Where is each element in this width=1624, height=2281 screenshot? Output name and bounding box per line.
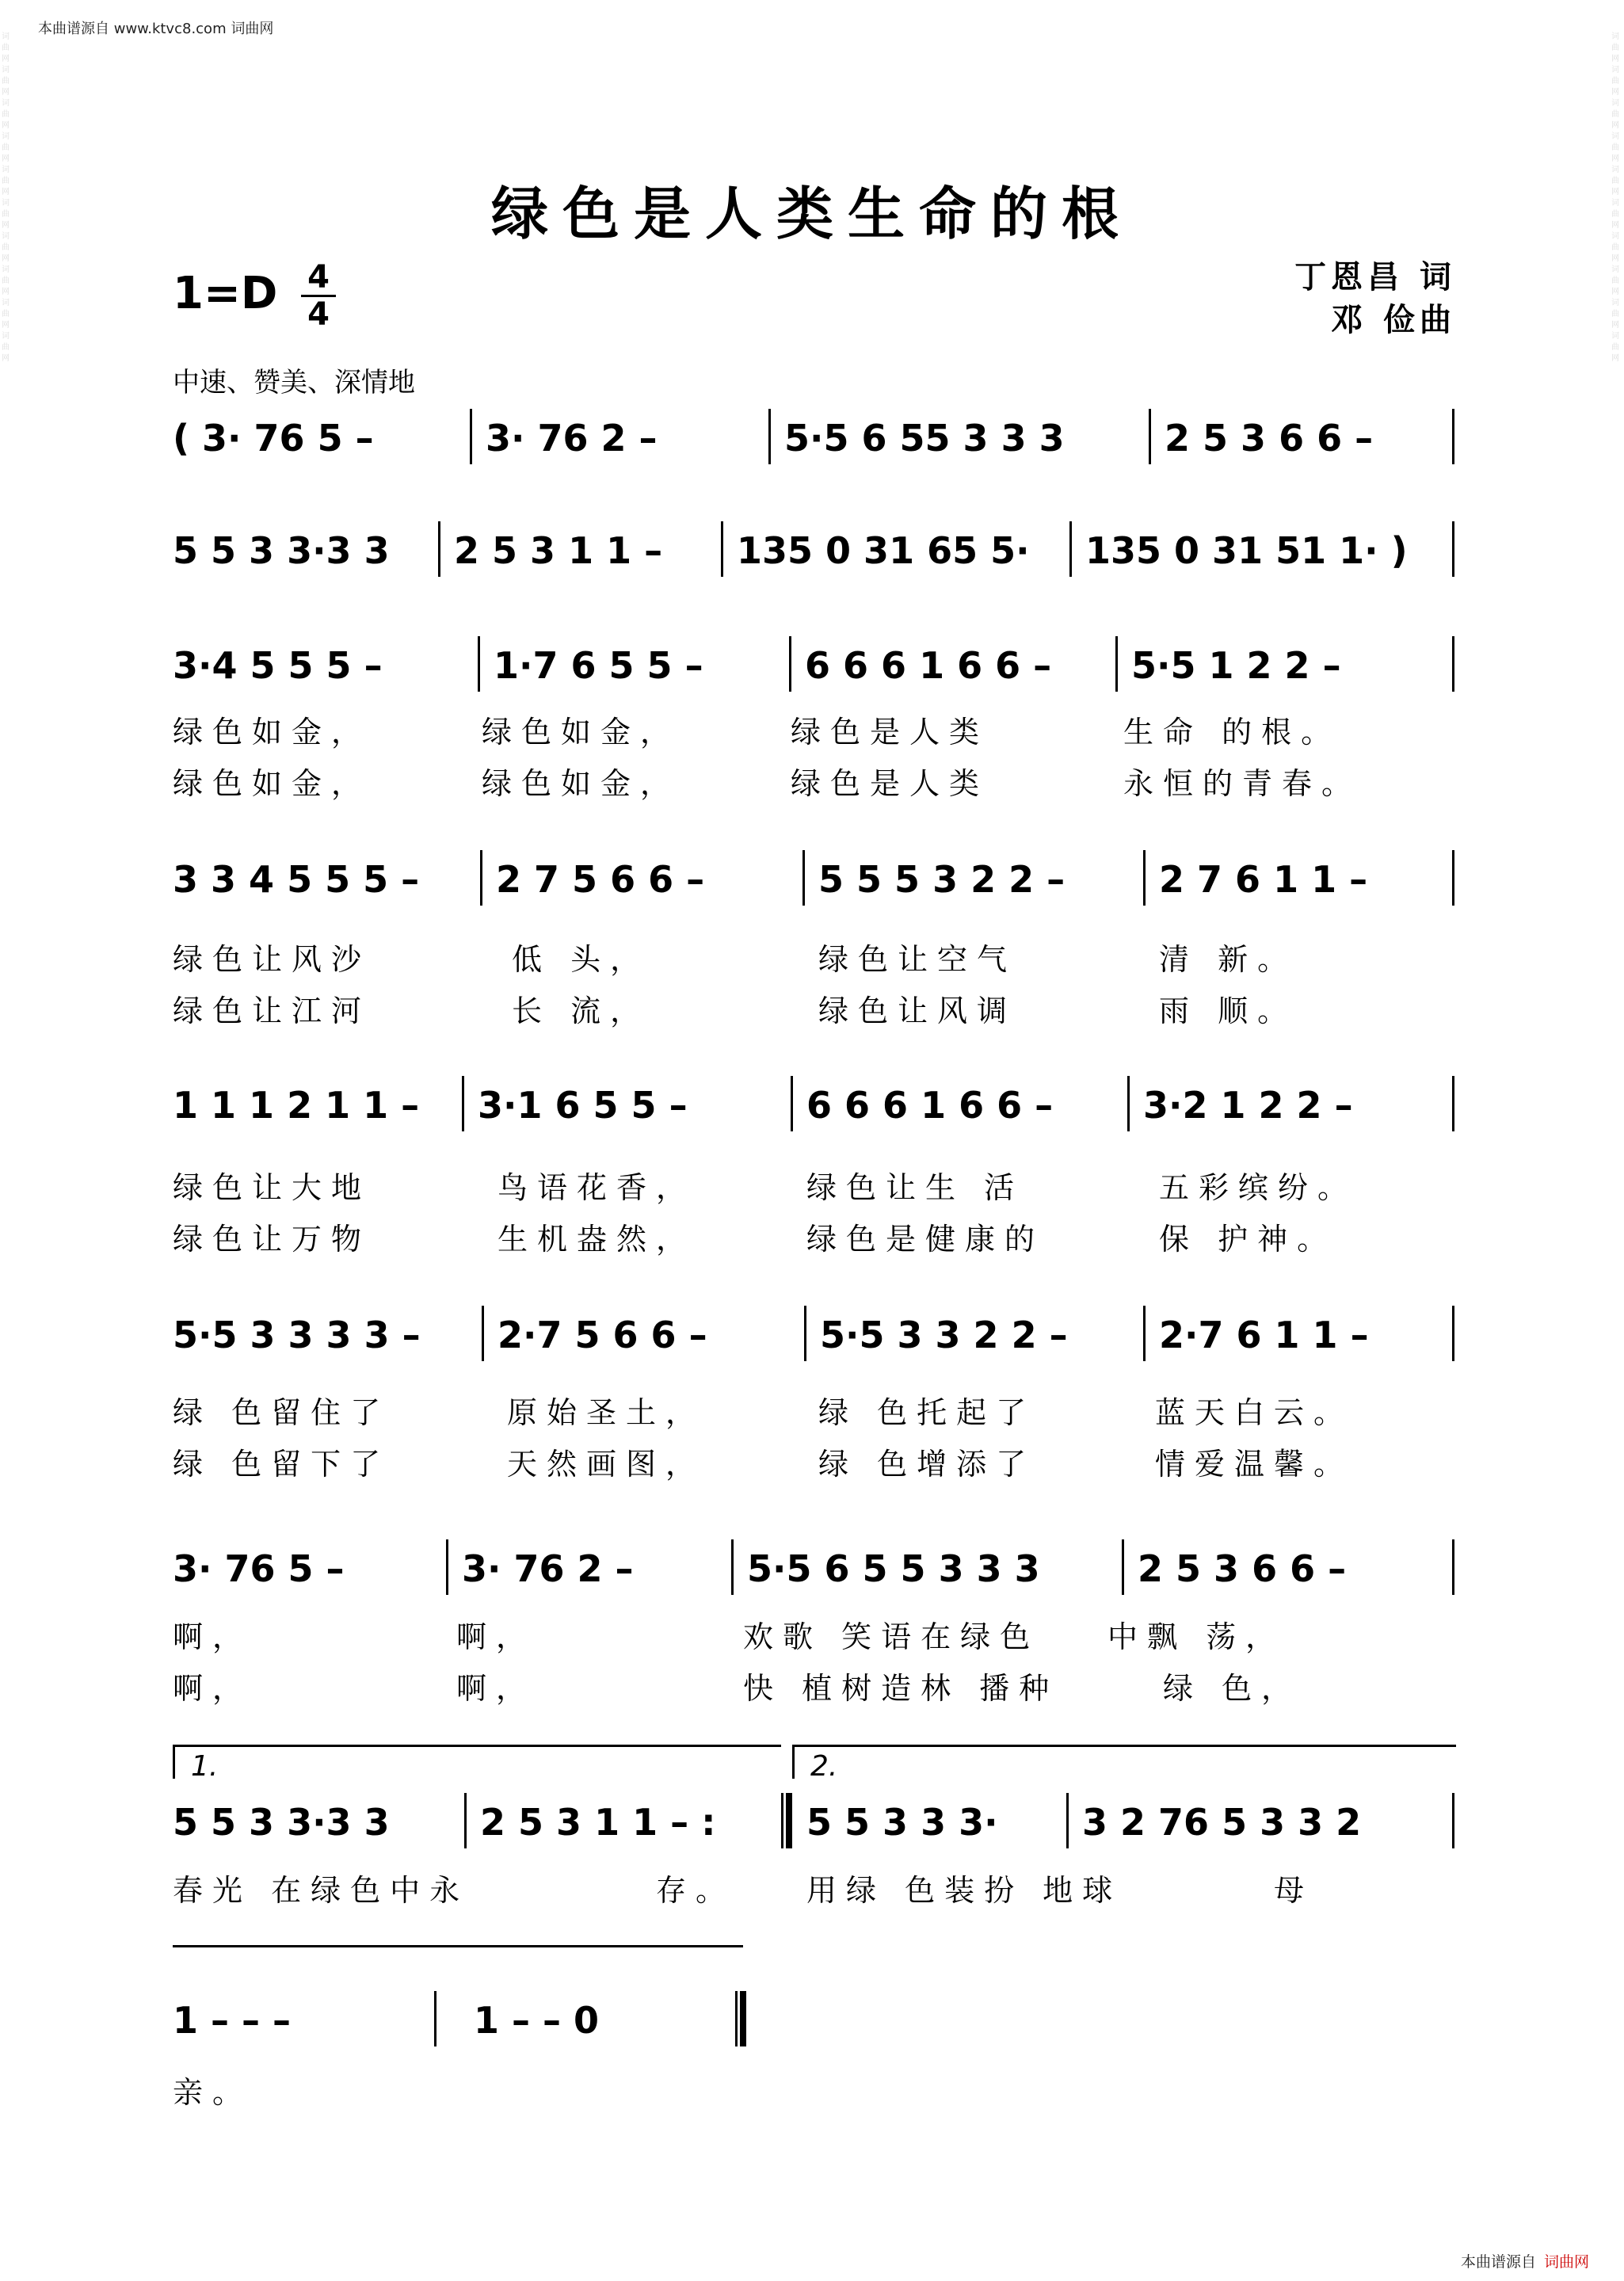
lyricist-credit: 丁恩昌 词 bbox=[1294, 258, 1456, 296]
staff-line-7 bbox=[173, 1533, 1456, 1604]
lyric: 绿色是健康的 bbox=[806, 1222, 1045, 1257]
barline bbox=[1143, 1306, 1146, 1361]
staff-line-6 bbox=[173, 1299, 1456, 1371]
barline bbox=[1143, 850, 1146, 906]
barline bbox=[470, 409, 472, 464]
lyric: 绿色如金， bbox=[173, 766, 372, 801]
meter-top: 4 bbox=[307, 259, 330, 296]
footer-source: 本曲谱源自 bbox=[1460, 2253, 1536, 2271]
barline bbox=[804, 1306, 806, 1361]
lyrics-verse-2 bbox=[173, 1440, 1456, 1482]
footer-note bbox=[1461, 2250, 1589, 2271]
lyric: 绿色让风调 bbox=[818, 994, 1017, 1028]
composer-credit: 邓 俭曲 bbox=[1331, 301, 1456, 338]
measure: 3·1 6 5 5 – bbox=[478, 1084, 688, 1127]
measure: 2 5 3 6 6 – bbox=[1138, 1547, 1347, 1590]
barline bbox=[1452, 1306, 1454, 1361]
staff-line-8 bbox=[173, 1787, 1456, 1858]
barline bbox=[464, 1793, 467, 1848]
barline bbox=[1066, 1793, 1069, 1848]
lyric: 绿色让风沙 bbox=[173, 942, 372, 977]
lyric: 原始圣土， bbox=[507, 1395, 706, 1430]
lyric: 情爱温馨。 bbox=[1155, 1447, 1354, 1482]
barline bbox=[446, 1539, 448, 1595]
barline bbox=[791, 1076, 793, 1131]
time-signature bbox=[301, 259, 336, 333]
volta-label: 1. bbox=[191, 1750, 219, 1783]
measure: 2 5 3 6 6 – bbox=[1165, 417, 1374, 460]
final-barline bbox=[735, 1991, 746, 2046]
lyric: 鸟语花香， bbox=[497, 1170, 696, 1205]
measure: 3· 76 2 – bbox=[462, 1547, 634, 1590]
measure: 2 5 3 1 1 – : bbox=[480, 1801, 716, 1844]
barline bbox=[789, 636, 791, 692]
lyric: 母 bbox=[1274, 1873, 1314, 1908]
barline bbox=[1452, 1539, 1454, 1595]
lyric: 绿色是人类 bbox=[791, 766, 989, 801]
lyrics-verse-1 bbox=[173, 1612, 1456, 1652]
lyric: 啊， bbox=[173, 1619, 253, 1654]
lyric: 绿 色， bbox=[1163, 1671, 1302, 1706]
barline bbox=[1122, 1539, 1124, 1595]
measure: ( 3· 76 5 – bbox=[173, 417, 374, 460]
lyric: 绿 色留住了 bbox=[173, 1395, 391, 1430]
measure: 5 5 3 3·3 3 bbox=[173, 1801, 390, 1844]
measure: 2 7 6 1 1 – bbox=[1159, 858, 1368, 901]
lyric: 啊， bbox=[456, 1671, 536, 1706]
staff-line-5 bbox=[173, 1070, 1456, 1141]
measure: 6 6 6 1 6 6 – bbox=[805, 644, 1052, 687]
measure: 5·5 6 5 5 3 3 3 bbox=[747, 1547, 1040, 1590]
staff-line-1 bbox=[173, 402, 1456, 474]
lyric: 绿色如金， bbox=[482, 715, 680, 750]
lyrics-verse-1 bbox=[173, 2068, 1456, 2110]
barline bbox=[1127, 1076, 1130, 1131]
measure: 2·7 6 1 1 – bbox=[1159, 1314, 1369, 1356]
lyric: 用绿 色装扮 地球 bbox=[806, 1873, 1123, 1908]
barline bbox=[1452, 1793, 1454, 1848]
lyric: 清 新。 bbox=[1159, 942, 1298, 977]
barline bbox=[802, 850, 805, 906]
measure: 5 5 5 3 2 2 – bbox=[818, 858, 1066, 901]
barline bbox=[731, 1539, 734, 1595]
lyric: 低 头， bbox=[512, 942, 650, 977]
measure: 1 – – – bbox=[173, 1999, 292, 2042]
lyrics-verse-1 bbox=[173, 1388, 1456, 1428]
lyric: 绿 色增添了 bbox=[818, 1447, 1036, 1482]
lyric: 啊， bbox=[456, 1619, 536, 1654]
volta-bracket-2-cont bbox=[173, 1945, 743, 1979]
measure: 5 5 3 3 3· bbox=[806, 1801, 998, 1844]
lyric: 生命 的根。 bbox=[1123, 715, 1341, 750]
staff-line-9 bbox=[173, 1985, 759, 2056]
footer-site: 词曲网 bbox=[1543, 2253, 1589, 2271]
song-title: 绿色是人类生命的根 bbox=[490, 180, 1133, 247]
lyrics-verse-2 bbox=[173, 1215, 1456, 1257]
lyric: 永恒的青春。 bbox=[1123, 766, 1362, 801]
lyric: 雨 顺。 bbox=[1159, 994, 1298, 1028]
measure: 5·5 3 3 2 2 – bbox=[820, 1314, 1068, 1356]
measure: 3· 76 5 – bbox=[173, 1547, 345, 1590]
barline bbox=[438, 521, 440, 577]
measure: 3·4 5 5 5 – bbox=[173, 644, 383, 687]
lyric: 生机盎然， bbox=[497, 1222, 696, 1257]
lyric: 蓝天白云。 bbox=[1155, 1395, 1354, 1430]
measure: 3 3 4 5 5 5 – bbox=[173, 858, 420, 901]
tempo-marking: 中速、赞美、深情地 bbox=[173, 367, 415, 399]
staff-line-4 bbox=[173, 844, 1456, 915]
volta-bracket-1 bbox=[173, 1745, 781, 1783]
lyric: 绿色如金， bbox=[173, 715, 372, 750]
lyric: 啊， bbox=[173, 1671, 253, 1706]
lyric: 春光 在绿色中永 bbox=[173, 1873, 470, 1908]
barline bbox=[768, 409, 771, 464]
side-watermark-right: 词曲网词曲网词曲网词曲网词曲网词曲网词曲网词曲网词曲网词曲网 bbox=[1611, 32, 1619, 363]
lyric: 绿色让大地 bbox=[173, 1170, 372, 1205]
barline bbox=[480, 850, 482, 906]
lyric: 绿色让江河 bbox=[173, 994, 372, 1028]
lyrics-verse-1 bbox=[173, 708, 1456, 750]
measure: 1 – – 0 bbox=[474, 1999, 600, 2042]
barline bbox=[1452, 409, 1454, 464]
barline bbox=[1452, 636, 1454, 692]
measure: 2·7 5 6 6 – bbox=[497, 1314, 707, 1356]
barline bbox=[1452, 1076, 1454, 1131]
barline bbox=[1452, 850, 1454, 906]
staff-line-2 bbox=[173, 515, 1456, 586]
lyrics-verse-2 bbox=[173, 759, 1456, 799]
side-watermark-left: 词曲网词曲网词曲网词曲网词曲网词曲网词曲网词曲网词曲网词曲网 bbox=[2, 32, 10, 363]
lyric: 绿色让生 活 bbox=[806, 1170, 1024, 1205]
volta-bracket-2 bbox=[792, 1745, 1456, 1783]
measure: 3·2 1 2 2 – bbox=[1143, 1084, 1353, 1127]
measure: 5 5 3 3·3 3 bbox=[173, 529, 390, 572]
volta-label: 2. bbox=[810, 1750, 838, 1783]
measure: 2 5 3 1 1 – bbox=[454, 529, 663, 572]
lyric: 保 护神。 bbox=[1159, 1222, 1337, 1257]
staff-line-3 bbox=[173, 630, 1456, 701]
lyric: 绿色是人类 bbox=[791, 715, 989, 750]
lyric: 绿 色托起了 bbox=[818, 1395, 1036, 1430]
measure: 135 0 31 51 1· ) bbox=[1085, 529, 1408, 572]
barline bbox=[721, 521, 723, 577]
lyric: 绿色让万物 bbox=[173, 1222, 372, 1257]
meter-bottom: 4 bbox=[307, 296, 330, 333]
lyric: 五彩缤纷。 bbox=[1159, 1170, 1358, 1205]
lyric: 亲。 bbox=[173, 2075, 253, 2110]
measure: 2 7 5 6 6 – bbox=[496, 858, 705, 901]
barline bbox=[482, 1306, 484, 1361]
lyric: 长 流， bbox=[512, 994, 650, 1028]
lyrics-verse-1 bbox=[173, 935, 1456, 975]
lyrics-verse-2 bbox=[173, 986, 1456, 1026]
lyric: 绿色让空气 bbox=[818, 942, 1017, 977]
barline bbox=[1452, 521, 1454, 577]
measure: 5·5 3 3 3 3 – bbox=[173, 1314, 421, 1356]
lyric: 中飘 荡， bbox=[1107, 1619, 1286, 1654]
source-note: 本曲谱源自 www.ktvc8.com 词曲网 bbox=[38, 21, 274, 37]
repeat-barline bbox=[781, 1793, 792, 1848]
measure: 135 0 31 65 5· bbox=[737, 529, 1030, 572]
barline bbox=[1149, 409, 1151, 464]
lyric: 存。 bbox=[656, 1873, 736, 1908]
measure: 3 2 76 5 3 3 2 bbox=[1082, 1801, 1362, 1844]
barline bbox=[478, 636, 480, 692]
lyric: 欢歌 笑语在绿色 bbox=[743, 1619, 1040, 1654]
measure: 3· 76 2 – bbox=[486, 417, 658, 460]
lyric: 天然画图， bbox=[507, 1447, 706, 1482]
measure: 1 1 1 2 1 1 – bbox=[173, 1084, 420, 1127]
barline bbox=[462, 1076, 464, 1131]
measure: 1·7 6 5 5 – bbox=[494, 644, 703, 687]
barline bbox=[434, 1991, 436, 2046]
measure: 6 6 6 1 6 6 – bbox=[806, 1084, 1054, 1127]
lyric: 绿色如金， bbox=[482, 766, 680, 801]
lyrics-verse-1 bbox=[173, 1163, 1456, 1203]
lyric: 快 植树造林 播种 bbox=[743, 1671, 1059, 1706]
lyric: 绿 色留下了 bbox=[173, 1447, 391, 1482]
barline bbox=[1069, 521, 1072, 577]
key-signature: 1=D bbox=[173, 268, 278, 319]
measure: 5·5 1 2 2 – bbox=[1131, 644, 1341, 687]
lyrics-verse-1 bbox=[173, 1866, 1456, 1908]
lyrics-verse-2 bbox=[173, 1664, 1456, 1706]
measure: 5·5 6 55 3 3 3 bbox=[784, 417, 1065, 460]
barline bbox=[1115, 636, 1118, 692]
